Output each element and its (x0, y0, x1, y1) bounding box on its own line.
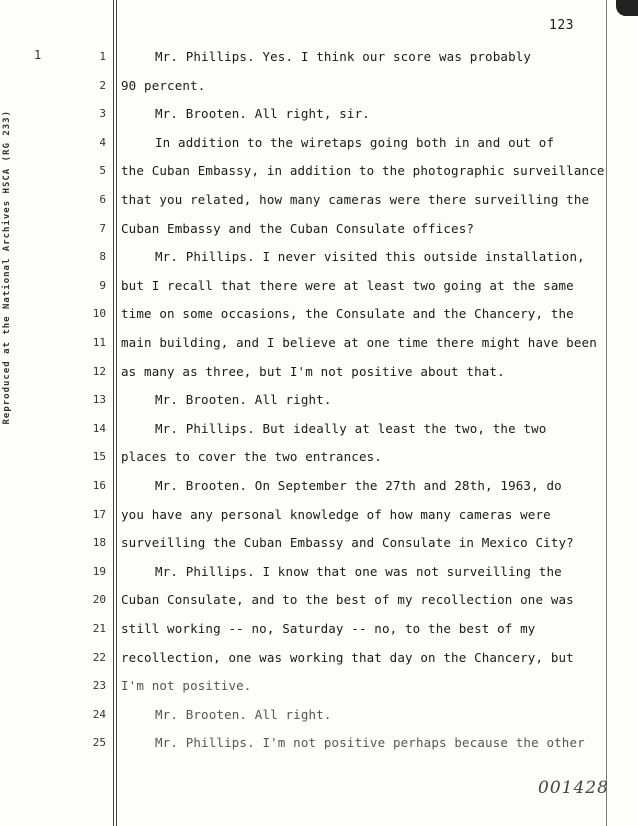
transcript-line: still working -- no, Saturday -- no, to the best of my (121, 621, 536, 636)
transcript-line: time on some occasions, the Consulate and the Chancery, the (121, 306, 574, 322)
line-number: 23 (92, 679, 106, 693)
line-number: 7 (99, 221, 106, 235)
transcript-line: Mr. Phillips. I never visited this outside installation, (155, 249, 585, 265)
right-margin-rule (606, 0, 607, 826)
line-number: 5 (99, 164, 106, 178)
line-number: 8 (99, 250, 106, 264)
line-number: 6 (99, 193, 106, 206)
line-number: 12 (92, 364, 106, 378)
line-number: 24 (92, 707, 106, 721)
line-number: 21 (92, 622, 106, 635)
transcript-line: surveilling the Cuban Embassy and Consulate in Mexico City? (121, 535, 574, 551)
line-number: 15 (92, 450, 106, 464)
transcript-line: you have any personal knowledge of how many cameras were (121, 506, 551, 522)
transcript-line: 90 percent. (121, 77, 206, 93)
line-number: 17 (92, 507, 106, 521)
transcript-line: Mr. Phillips. I'm not positive perhaps because the other (155, 735, 585, 751)
transcript-line: as many as three, but I'm not positive about that. (121, 363, 505, 379)
transcript-line: Mr. Brooten. All right. (155, 392, 332, 408)
transcript-line: Cuban Embassy and the Cuban Consulate offices? (121, 220, 475, 236)
transcript-line: Mr. Phillips. I know that one was not surveilling the (155, 563, 562, 579)
line-number: 20 (92, 593, 106, 607)
margin-mark: 1 (34, 48, 42, 62)
transcript-line: that you related, how many cameras were there surveilling the (121, 192, 590, 207)
transcript-line: places to cover the two entrances. (121, 449, 382, 465)
line-number: 9 (99, 278, 106, 292)
line-number: 1 (99, 50, 106, 63)
transcript-line: Mr. Brooten. All right, sir. (155, 106, 370, 122)
line-number: 22 (92, 650, 106, 664)
transcript-line: I'm not positive. (121, 678, 252, 694)
left-margin-rule-inner (116, 0, 117, 826)
page-number: 123 (549, 18, 574, 33)
line-number: 2 (99, 78, 106, 92)
archive-stamp: Reproduced at the National Archives HSCA (RG 233) (2, 110, 12, 425)
left-margin-rule (113, 0, 114, 826)
line-number: 3 (99, 107, 106, 121)
transcript-line: In addition to the wiretaps going both in and out of (155, 134, 555, 150)
line-number: 14 (92, 421, 106, 435)
transcript-line: Mr. Phillips. But ideally at least the two, the two (155, 420, 547, 436)
line-number: 4 (99, 135, 106, 149)
line-number: 25 (92, 736, 106, 750)
transcript-line: recollection, one was working that day on the Chancery, but (121, 649, 574, 665)
transcript-line: Cuban Consulate, and to the best of my recollection one was (121, 592, 574, 608)
corner-mark (616, 0, 638, 16)
line-number: 11 (92, 336, 106, 349)
transcript-line: but I recall that there were at least two going at the same (121, 277, 574, 293)
transcript-line: Mr. Brooten. On September the 27th and 28th, 1963, do (155, 478, 562, 493)
transcript-line: the Cuban Embassy, in addition to the photographic surveillance (121, 163, 605, 179)
transcript-line: Mr. Brooten. All right. (155, 706, 332, 722)
line-number: 10 (92, 307, 106, 321)
line-number: 13 (92, 393, 106, 407)
line-number: 19 (92, 564, 106, 578)
transcript-line: main building, and I believe at one time there might have been (121, 335, 597, 350)
transcript-line: Mr. Phillips. Yes. I think our score was probably (155, 49, 532, 64)
line-number: 18 (92, 536, 106, 550)
document-id: 001428 (538, 778, 609, 798)
line-number: 16 (92, 479, 106, 492)
